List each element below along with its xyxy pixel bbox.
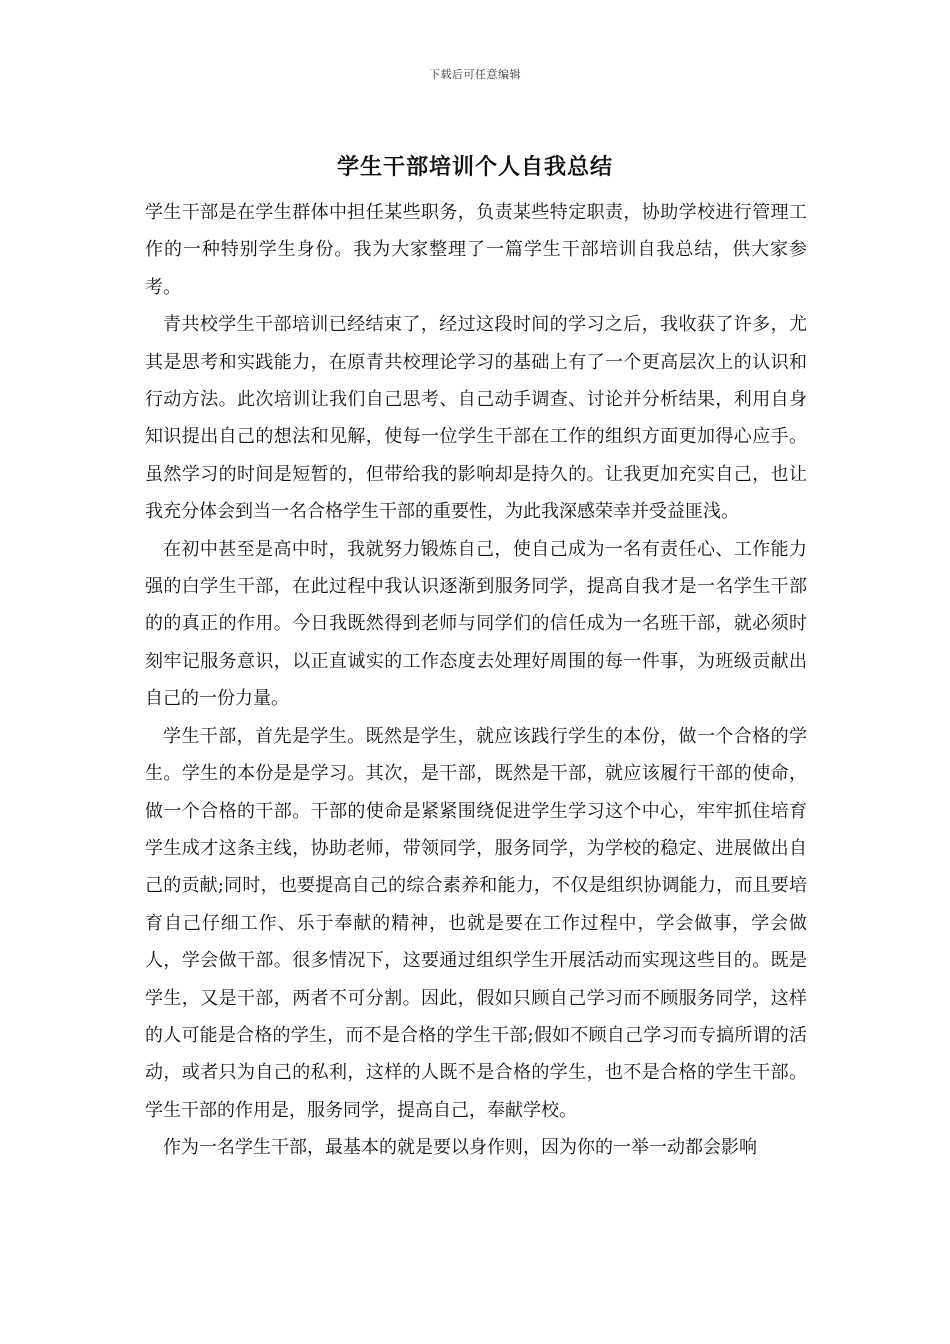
document-body xyxy=(145,194,807,1167)
document-title: 学生干部培训个人自我总结 xyxy=(336,154,613,180)
header-note: 下载后可任意编辑 xyxy=(429,68,521,81)
paragraph: 青共校学生干部培训已经结束了，经过这段时间的学习之后，我收获了许多，尤其是思考和实践能力，在原青共校理论学习的基础上有了一个更高层次上的认识和行动方法。此次培训让我们自己思考、自己动手调查、讨论并分析结果，利用自身知识提出自己的想法和见解，使每一位学生干部在工作的组织方面更加得心应手。虽然学习的时间是短暂的，但带给我的影响却是持久的。让我更加充实自己，也让我充分体会到当一名合格学生干部的重要性，为此我深感荣幸并受益匪浅。 xyxy=(145,314,807,523)
paragraph: 学生干部，首先是学生。既然是学生，就应该践行学生的本份，做一个合格的学生。学生的本份是是学习。其次，是干部，既然是干部，就应该履行干部的使命，做一个合格的干部。干部的使命是紧紧围绕促进学生学习这个中心，牢牢抓住培育学生成才这条主线，协助老师，带领同学，服务同学，为学校的稳定、进展做出自己的贡献;同时，也要提高自己的综合素养和能力，不仅是组织协调能力，而且要培育自己仔细工作、乐于奉献的精神，也就是要在工作过程中，学会做事，学会做人，学会做干部。很多情况下，这要通过组织学生开展活动而实现这些目的。既是学生，又是干部，两者不可分割。因此，假如只顾自己学习而不顾服务同学，这样的人可能是合格的学生，而不是合格的学生干部;假如不顾自己学习而专搞所谓的活动，或者只为自己的私利，这样的人既不是合格的学生，也不是合格的学生干部。学生干部的作用是，服务同学，提高自己，奉献学校。 xyxy=(145,725,807,1121)
paragraph: 在初中甚至是高中时，我就努力锻炼自己，使自己成为一名有责任心、工作能力强的白学生干部，在此过程中我认识逐渐到服务同学，提高自我才是一名学生干部的的真正的作用。今日我既然得到老师与同学们的信任成为一名班干部，就必须时刻牢记服务意识，以正直诚实的工作态度去处理好周围的每一件事，为班级贡献出自己的一份力量。 xyxy=(145,538,807,710)
paragraph: 作为一名学生干部，最基本的就是要以身作则，因为你的一举一动都会影响 xyxy=(163,1137,757,1159)
paragraph-intro: 学生干部是在学生群体中担任某些职务，负责某些特定职责，协助学校进行管理工作的一种特别学生身份。我为大家整理了一篇学生干部培训自我总结，供大家参考。 xyxy=(145,202,807,298)
